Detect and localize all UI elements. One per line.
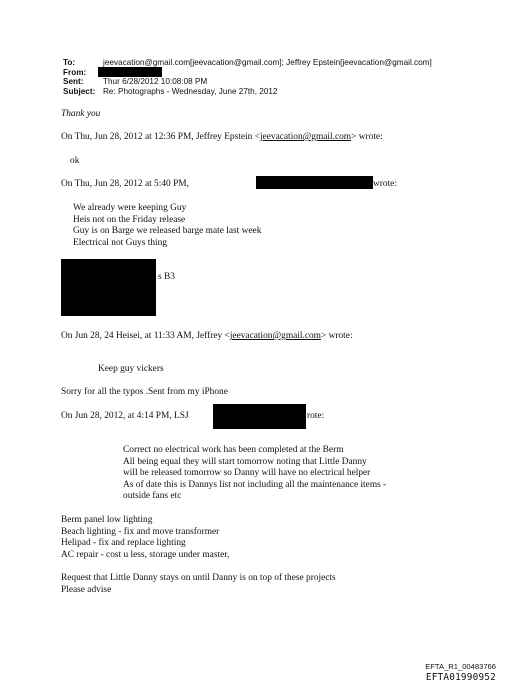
- keeping-line: We already were keeping Guy: [73, 203, 187, 213]
- reply-line-4: [61, 410, 189, 422]
- electrical-line: Correct no electrical work has been completed at the Berm: [123, 445, 344, 455]
- task-item: Berm panel low lighting: [61, 515, 153, 525]
- reply-1-email-link[interactable]: jeevacation@gmail.com: [259, 132, 352, 142]
- request-line: Request that Little Danny stays on until Danny is on top of these projects: [61, 573, 336, 583]
- reply-line-2: [61, 178, 189, 190]
- electrical-line: All being equal they will start tomorrow noting that Little Danny: [123, 456, 367, 467]
- reply-4-suffix: rote:: [307, 411, 325, 421]
- reply-line-3: [61, 330, 353, 342]
- task-item: Helipad - fix and replace lighting: [61, 538, 186, 548]
- electrical-line: outside fans etc: [123, 491, 182, 501]
- task-item: AC repair - cost u less, storage under master,: [61, 549, 230, 560]
- redaction-sender-4: [213, 404, 306, 429]
- electrical-line: As of date this is Dannys list not including all the maintenance items -: [123, 479, 387, 490]
- redaction-block-b3: [61, 259, 156, 316]
- reply-1-prefix: On Thu, Jun 28, 2012 at 12:36 PM, Jeffrey Epstein <: [61, 132, 260, 142]
- keeping-line: Electrical not Guys thing: [73, 237, 167, 248]
- reply-3-prefix: On Jun 28, 24 Heisei, at 11:33 AM, Jeffrey <: [61, 331, 230, 341]
- bates-number-large: EFTA01990952: [425, 672, 496, 683]
- request-line: Please advise: [61, 584, 112, 595]
- keep-guy-text: Keep guy vickers: [98, 364, 164, 374]
- from-label: From:: [63, 67, 87, 77]
- keeping-line: Heis not on the Friday release: [73, 214, 186, 225]
- reply-2-suffix: wrote:: [373, 179, 397, 189]
- reply-1-suffix: > wrote:: [351, 132, 383, 142]
- reply-3-email-link[interactable]: jeevacation@gmail.com: [229, 331, 321, 341]
- reply-4-prefix: On Jun 28, 2012, at 4:14 PM, LSJ: [61, 411, 189, 421]
- typos-text: Sorry for all the typos .Sent from my iPhone: [61, 387, 228, 397]
- electrical-line: will be released tomorrow so Danny will have no electrical helper: [123, 468, 371, 478]
- subject-label: Subject:: [63, 86, 96, 96]
- keeping-line: Guy is on Barge we released barge mate last week: [73, 226, 262, 236]
- reply-2-prefix: On Thu, Jun 28, 2012 at 5:40 PM,: [61, 179, 189, 189]
- thank-you-text: Thank you: [61, 109, 101, 119]
- reply-line-1: [61, 131, 383, 143]
- sent-label: Sent:: [63, 77, 84, 86]
- sent-value: Thur 6/28/2012 10:08:08 PM: [103, 77, 208, 86]
- email-header: [63, 58, 493, 102]
- ok-text: ok: [70, 156, 80, 166]
- redaction-sender-2: [256, 176, 373, 189]
- task-item: Beach lighting - fix and move transformer: [61, 526, 220, 537]
- reply-3-suffix: > wrote:: [320, 331, 353, 341]
- bates-number-small: EFTA_R1_00483766: [425, 662, 496, 671]
- b3-fragment: s B3: [158, 272, 175, 282]
- redaction-from: [98, 67, 162, 77]
- to-label: To:: [63, 58, 76, 67]
- subject-value: Re: Photographs - Wednesday, June 27th, 2012: [103, 86, 278, 96]
- to-value: jeevacation@gmail.com[jeevacation@gmail.com]; Jeffrey Epstein[jeevacation@gmail.com]: [103, 58, 432, 67]
